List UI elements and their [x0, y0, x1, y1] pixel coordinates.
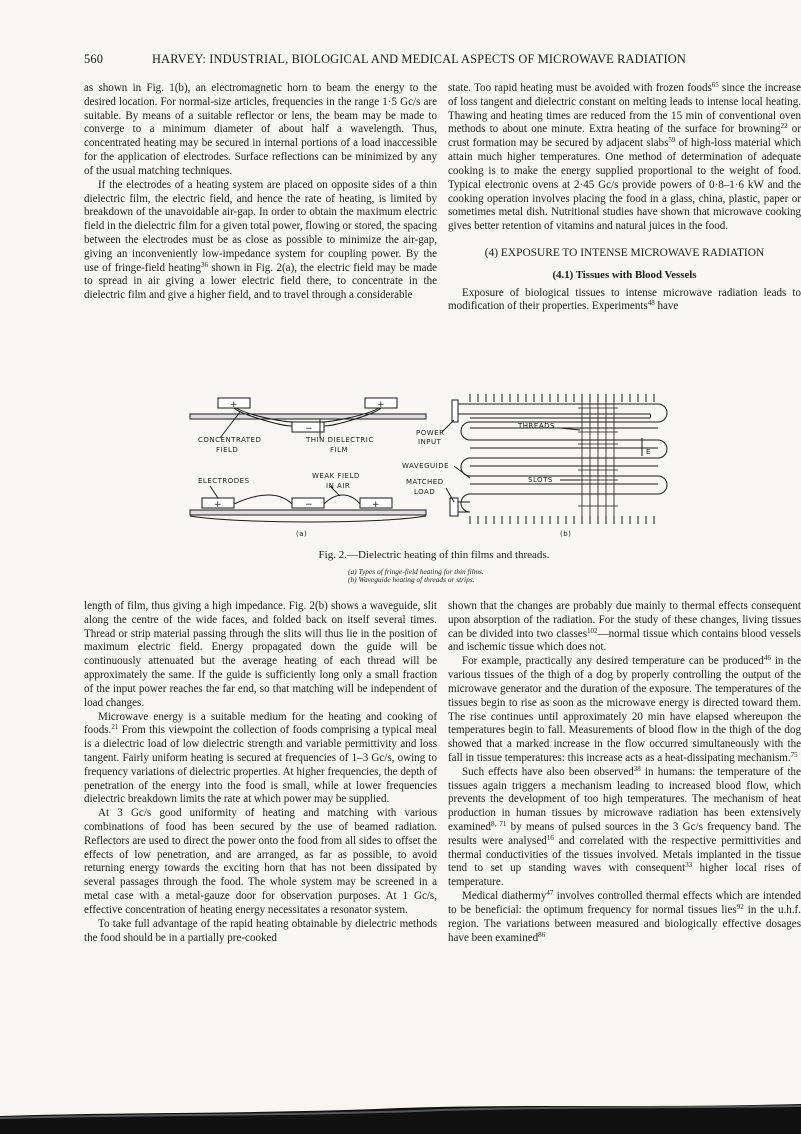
right-column-top [448, 82, 801, 314]
reference: 86 [538, 930, 546, 939]
paragraph: Medical diathermy$^{47}$ involves controlled thermal effects which are intended to be beneficial: the optimum frequency for normal tissues lies$^{92}$ in the u.h.f. region. The variations between measured and biologically effective dosages have been examined$^{86}$ [448, 889, 801, 944]
paragraph: For example, practically any desired temperature can be produced$^{46}$ in the various tissues of the thigh of a dog by properly controlling the output of the microwave generator and the duration of the exposure. The temperatures of the tissues begin to rise as soon as the microwave energy is directed toward them. The rise continues until approximately 20 min have elapsed whereupon the temperatures begin to fall. Measurements of blood flow in the thigh of the dog showed that a marked increase in the flow occurred simultaneously with the fall in tissue temperatures: this increase acts as a heat-dissipating mechanism.$^{75}$ [448, 654, 801, 764]
label-matched-load: MATCHED [406, 478, 444, 486]
waveguide-fold-1 [458, 404, 667, 422]
page-number: 560 [84, 52, 104, 66]
reference: 65 [711, 81, 719, 89]
reference: 38 [633, 764, 641, 773]
thread-ticks-bottom [470, 516, 654, 524]
paragraph: length of film, thus giving a high impedance. Fig. 2(b) shows a waveguide, slit along the centre of the wide faces, and folded back on itself several times. Thread or strip material passing through the slits will thus lie in the position of maximum electric field. Energy propagated down the guide will be continuously attenuated but the average heating of each thread will be approximately the same. If the guide is sufficiently long only a small fraction of the input power reaches the far end, so that matching will be independent of load changes. [84, 600, 437, 709]
scan-edge-shadow [0, 1094, 801, 1134]
svg-text:+: + [377, 400, 385, 410]
reference: 102 [587, 626, 598, 635]
label-part-a: (a) [296, 530, 308, 538]
reference: 22 [780, 122, 788, 131]
paragraph: To take full advantage of the rapid heating obtainable by dielectric methods the food should be in a partially pre-cooked [84, 917, 437, 944]
thread-grid [578, 396, 618, 522]
figure-sub-caption-a: (a) Types of fringe-field heating for thin films. [348, 567, 484, 576]
label-electrodes: ELECTRODES [198, 477, 250, 485]
matched-load [450, 498, 458, 516]
paragraph: Exposure of biological tissues to intense microwave radiation leads to modification of their properties. Experiments$^{48}$ have [448, 286, 801, 313]
paragraph: shown that the changes are probably due mainly to thermal effects consequent upon absorption of the radiation. For the study of these changes, living tissues can be divided into two classes$^{102}$—normal tissue which contains blood vessels and ischemic tissue which does not. [448, 600, 801, 654]
thin-dielectric-film [190, 414, 426, 419]
reference: 21 [111, 723, 119, 732]
paragraph: as shown in Fig. 1(b), an electromagnetic horn to beam the energy to the desired location. For normal-size articles, frequencies in the range 1·5 Gc/s are suitable. By means of a suitable reflector or lens, the beam may be made to converge to a minimum diameter of about half a wavelength. Thus, concentrated heating may be secured in internal portions of a load inaccessible for the application of electrodes. Surface reflections can be minimized by any of the usual matching techniques. [84, 82, 437, 177]
reference: 92 [736, 902, 744, 911]
waveguide-fold-end [458, 494, 470, 512]
left-column-bottom [84, 600, 437, 945]
reference: 47 [546, 889, 554, 898]
reference: 75 [790, 750, 798, 759]
figure-sub-caption-b: (b) Waveguide heating of threads or strips. [348, 575, 475, 584]
svg-text:+: + [372, 500, 380, 510]
running-title: HARVEY: INDUSTRIAL, BIOLOGICAL AND MEDICAL ASPECTS OF MICROWAVE RADIATION [152, 52, 686, 66]
figure-caption: Fig. 2.—Dielectric heating of thin films and threads. [318, 549, 550, 561]
label-thin-dielectric-2: FILM [330, 446, 349, 454]
right-column-bottom [448, 600, 801, 945]
subsection-heading: (4.1) Tissues with Blood Vessels [552, 268, 697, 281]
svg-text:+: + [230, 400, 238, 410]
label-thin-dielectric: THIN DIELECTRIC [306, 436, 374, 444]
paragraph: At 3 Gc/s good uniformity of heating and matching with various combinations of food has been secured by the use of beamed radiation. Reflectors are used to direct the power onto the food from all sides to offset the effects of low penetration, and are arranged, as far as possible, to avoid returning energy towards the exciting horn that has not been dissipated by several passages through the food. The whole system may be screened in a metal case with a metal-gauze door for observation purposes. At 1 Gc/s, effective concentration of heating energy necessitates a resonator system. [84, 807, 437, 916]
paragraph: state. Too rapid heating must be avoided with frozen foods$^{65}$ since the increase of loss tangent and dielectric constant on melting leads to intense local heating. Thawing and heating times are reduced from the 15 min of conventional oven methods to about one minute. Extra heating of the surface for browning$^{22}$ or crust formation may be secured by adjacent slabs$^{59}$ of high-loss material which attain much higher temperatures. One method of determination of adequate cooking is to make the energy supplied proportional to the weight of food. Typical electronic ovens at 2·45 Gc/s provide powers of 0·8–1·6 kW and the cooking operation involves placing the food in a glass, china, plastic, paper or sometimes metal dish. Nutritional studies have shown that microwave cooking gives better retention of vitamins and natural juices in the food. [448, 81, 801, 233]
label-e-field: E [646, 448, 651, 456]
left-column-top [84, 82, 437, 303]
label-power-input-2: INPUT [418, 438, 442, 446]
section-heading: (4) EXPOSURE TO INTENSE MICROWAVE RADIATION [484, 246, 765, 259]
label-slots: SLOTS [528, 476, 553, 484]
svg-text:−: − [305, 500, 313, 510]
thin-dielectric-film-lower [190, 510, 426, 515]
running-header [84, 52, 784, 72]
paragraph: Such effects have also been observed$^{38}$ in humans: the temperature of the tissues again triggers a mechanism leading to increased blood flow, which prevents the development of too high temperatures. The mechanism of heat production in human tissues by microwave radiation has been extensively examined$^{8, 71}$ by means of pulsed sources in the 3 Gc/s frequency band. The results were analysed$^{16}$ and correlated with the respective permittivities and thermal conductivities of the tissues involved. Metals implanted in the tissue tend to set up standing waves with consequent$^{33}$ higher local rises of temperature. [448, 764, 801, 889]
paragraph: Microwave energy is a suitable medium for the heating and cooking of foods.$^{21}$ From this viewpoint the collection of foods comprising a typical meal is a dielectric load of low dielectric strength and variable permittivity and loss tangent. Fairly uniform heating is secured at frequencies of 1–3 Gc/s, owing to frequency variations of dielectric properties. At higher frequencies, the depth of penetration of the energy into the food is small, while at lower frequencies dielectric breakdown limits the rate at which power may be supplied. [84, 710, 437, 806]
power-input-flange [452, 400, 458, 422]
paragraph: If the electrodes of a heating system are placed on opposite sides of a thin dielectric film, the electric field, and hence the rate of heating, is limited by breakdown of the unavoidable air-gap. In order to obtain the maximum electric field in the dielectric film for a given total power, flowing or stored, the spacing between the electrodes must be as close as possible to minimize the air-gap, giving an inconveniently low-impedance system for coupling power. By the use of fringe-field heating$^{36}$ shown in Fig. 2(a), the electric field may be made to spread in air giving a lower electric field there, to concentrate in the dielectric film and give a higher field, and to travel through a considerable [84, 178, 437, 302]
reference: 59 [668, 136, 676, 145]
label-concentrated-field: CONCENTRATED [198, 436, 262, 444]
label-power-input: POWER [416, 429, 445, 437]
label-weak-field: WEAK FIELD [312, 472, 360, 480]
label-matched-load-2: LOAD [414, 488, 436, 496]
label-waveguide: WAVEGUIDE [402, 462, 450, 470]
reference: 36 [200, 260, 208, 269]
reference: 16 [546, 833, 554, 842]
figure-2-diagram [180, 392, 680, 542]
label-threads: THREADS [518, 422, 555, 430]
label-part-b: (b) [560, 530, 572, 538]
svg-text:+: + [214, 500, 222, 510]
reference: 8, 71 [490, 820, 507, 828]
figure-2 [180, 392, 680, 542]
thread-ticks-top [470, 394, 654, 402]
svg-text:−: − [305, 424, 313, 434]
label-weak-field-2: IN AIR [326, 482, 351, 490]
label-concentrated-field-2: FIELD [216, 446, 239, 454]
reference: 33 [685, 861, 693, 870]
reference: 48 [647, 299, 655, 308]
reference: 46 [763, 654, 771, 663]
folded-waveguide-diagram [442, 394, 667, 524]
